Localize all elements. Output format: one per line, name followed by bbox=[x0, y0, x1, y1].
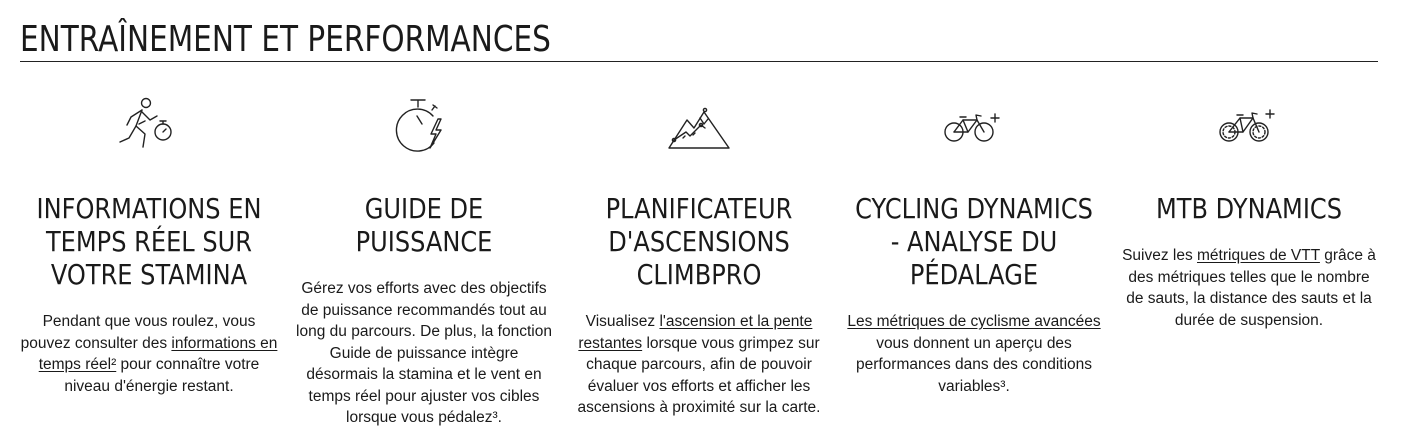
mtb-metrics-link[interactable]: métriques de VTT bbox=[1197, 247, 1320, 264]
remaining-climb-link[interactable]: l'ascension et la pente restantes bbox=[578, 313, 813, 352]
feature-description: Les métriques de cyclisme avancées vous donnent un aperçu des performances dans des conditions variables³. bbox=[847, 313, 1101, 395]
feature-title: GUIDE DE PUISSANCE bbox=[355, 192, 493, 258]
feature-mtb-dynamics bbox=[1120, 90, 1378, 429]
advanced-metrics-link[interactable]: Les métriques de cyclisme avancées bbox=[847, 313, 1101, 330]
section-title: ENTRAÎNEMENT ET PERFORMANCES bbox=[20, 19, 551, 60]
feature-title: INFORMATIONS EN TEMPS RÉEL SUR VOTRE STAMINA bbox=[36, 192, 262, 291]
mountain-bike-plus-icon bbox=[1214, 90, 1284, 160]
feature-description: Pendant que vous roulez, vous pouvez consulter des informations en temps réel² pour connaître votre niveau d'énergie restant. bbox=[20, 313, 278, 395]
stopwatch-lightning-icon bbox=[389, 90, 459, 160]
feature-description: Gérez vos efforts avec des objectifs de puissance recommandés tout au long du parcours. De plus, la fonction Guide de puissance intègre désormais la stamina et le vent en temps réel pour ajuster vos cibles lorsque vous pédalez³. bbox=[296, 280, 552, 426]
feature-title: MTB DYNAMICS bbox=[1155, 192, 1343, 225]
mountain-climb-icon bbox=[664, 90, 734, 160]
runner-stopwatch-icon bbox=[114, 90, 184, 160]
feature-description: Visualisez l'ascension et la pente restantes lorsque vous grimpez sur chaque parcours, afin de pouvoir évaluer vos efforts et afficher les ascensions à proximité sur la carte. bbox=[577, 313, 821, 416]
feature-description: Suivez les métriques de VTT grâce à des métriques telles que le nombre de sauts, la distance des sauts et la durée de suspension. bbox=[1122, 247, 1376, 329]
feature-title: CYCLING DYNAMICS - ANALYSE DU PÉDALAGE bbox=[855, 192, 1093, 291]
feature-cycling-dynamics bbox=[845, 90, 1103, 429]
feature-stamina bbox=[20, 90, 278, 429]
features-row bbox=[20, 90, 1378, 429]
title-divider bbox=[20, 61, 1378, 62]
feature-title: PLANIFICATEUR D'ASCENSIONS CLIMBPRO bbox=[605, 192, 793, 291]
realtime-info-link[interactable]: informations en temps réel² bbox=[38, 334, 278, 373]
road-bike-plus-icon bbox=[939, 90, 1009, 160]
feature-power-guide bbox=[295, 90, 553, 429]
feature-climbpro bbox=[570, 90, 828, 429]
